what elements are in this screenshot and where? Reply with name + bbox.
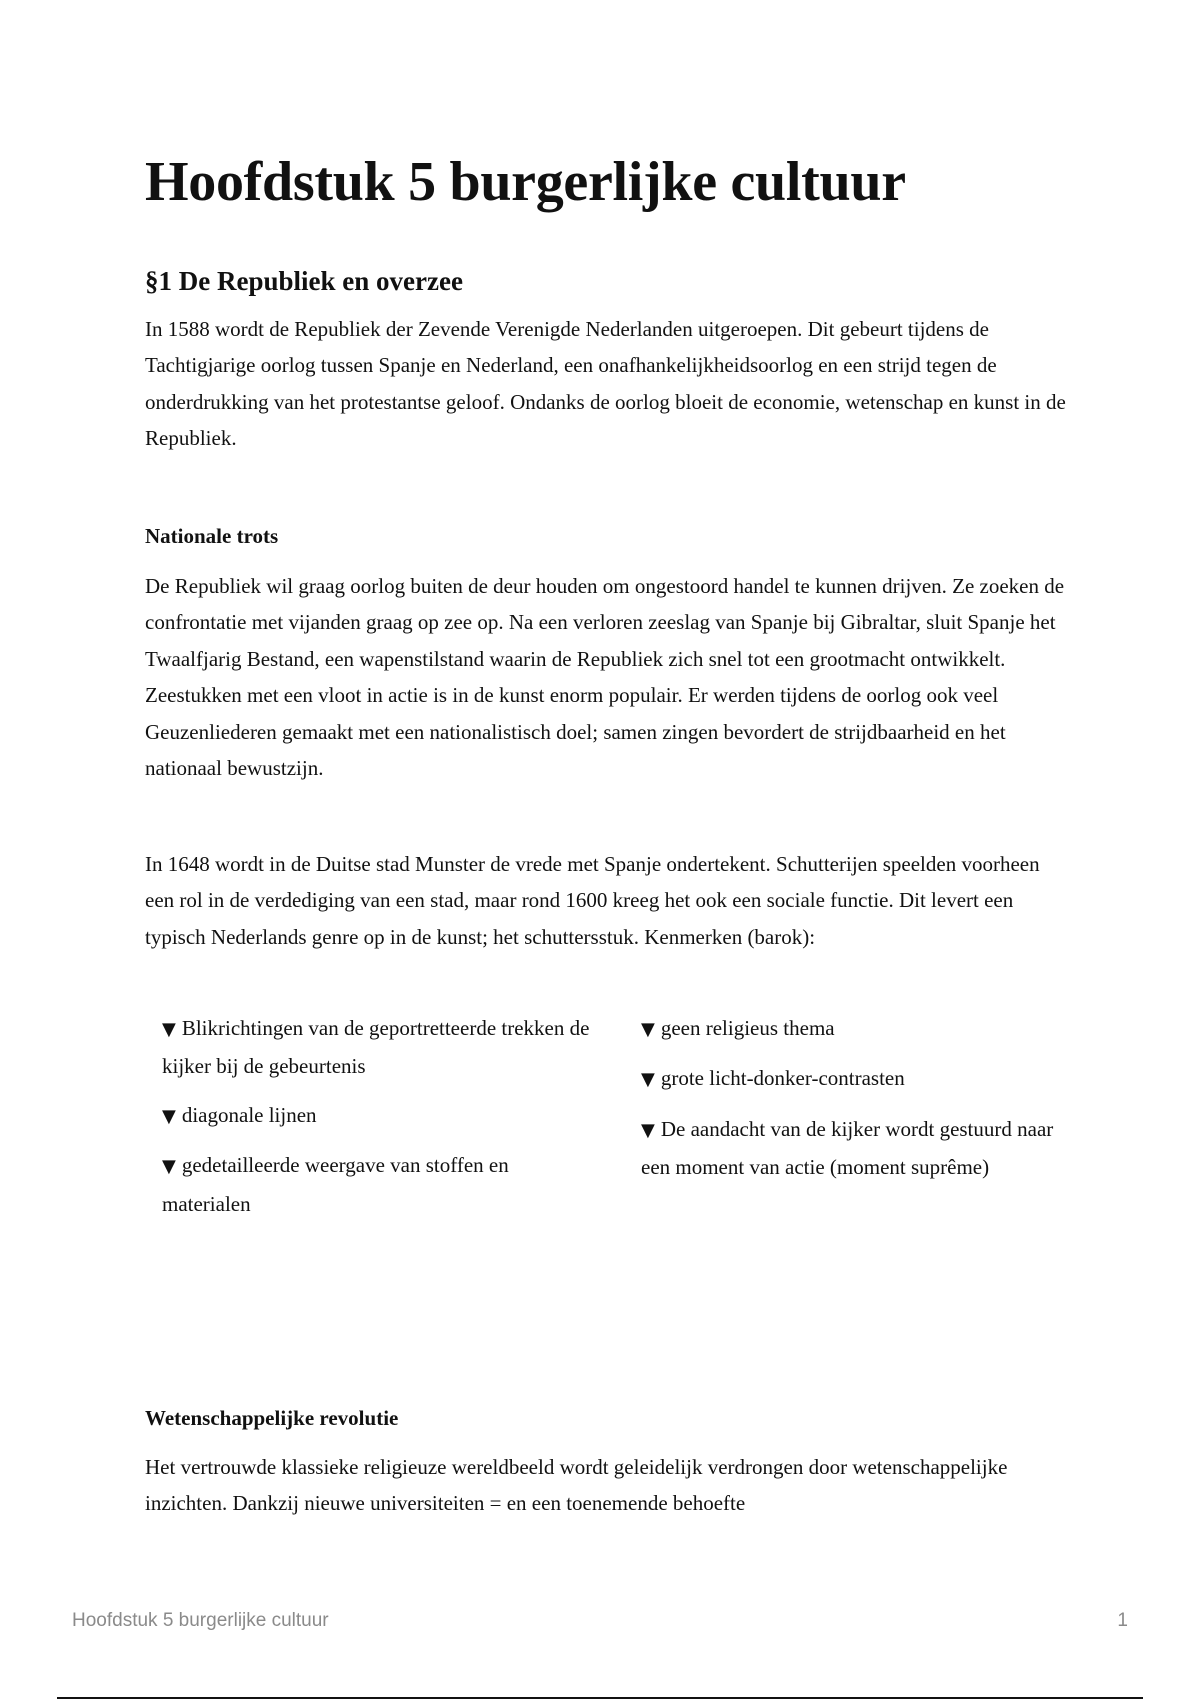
page-title: Hoofdstuk 5 burgerlijke cultuur [145,151,906,213]
list-item-text: diagonale lijnen [181,1102,317,1127]
subheading-nationale-trots: Nationale trots [145,524,279,548]
nationale-trots-paragraph: De Republiek wil graag oorlog buiten de deur houden om ongestoord handel te kunnen drijven. Ze zoeken de confrontatie met vijanden graag op zee op. Na een verloren zeeslag van Spanje bij Gibraltar, sluit Spanje het Twaalfjarig Bestand, een wapenstilstand waarin de Republiek zich snel tot een grootmacht ontwikkelt. Zeestukken met een vloot in actie is in de kunst enorm populair. Er werden tijdens de oorlog ook veel Geuzenliederen gemaakt met een nationalistisch doel; samen zingen bevordert de strijdbaarheid en het nationaal bewustzijn. [145,574,1065,781]
list-item [162,1147,592,1222]
list-item-text: Blikrichtingen van de geportretteerde trekken de kijker bij de gebeurtenis [162,1016,590,1079]
kenmerken-column-left [162,1010,592,1234]
section-heading: §1 De Republiek en overzee [145,266,463,296]
list-item [641,1010,1071,1048]
footer-page-number: 1 [1117,1610,1128,1631]
section-intro-paragraph: In 1588 wordt de Republiek der Zevende Verenigde Nederlanden uitgeroepen. Dit gebeurt tijdens de Tachtigjarige oorlog tussen Spanje en Nederland, een onafhankelijkheidsoorlog en een strijd tegen de onderdrukking van het protestantse geloof. Ondanks de oorlog bloeit de economie, wetenschap en kunst in de Republiek. [145,317,1066,451]
triangle-bullet-icon: ▼ [641,1069,655,1091]
list-item [162,1097,592,1135]
list-item-text: De aandacht van de kijker wordt gestuurd naar een moment van actie (moment suprême) [641,1116,1054,1180]
list-item [641,1060,1071,1098]
triangle-bullet-icon: ▼ [162,1019,176,1040]
wetenschap-paragraph: Het vertrouwde klassieke religieuze wereldbeeld wordt geleidelijk verdrongen door wetenschappelijke inzichten. Dankzij nieuwe universiteiten = en een toenemende behoefte [145,1455,1008,1516]
footer-divider [57,1697,1143,1699]
subheading-wetenschappelijke-revolutie: Wetenschappelijke revolutie [145,1406,399,1430]
kenmerken-column-right [641,1010,1071,1198]
list-item [641,1111,1071,1186]
list-item-text: grote licht-donker-contrasten [660,1066,905,1091]
list-item-text: gedetailleerde weergave van stoffen en materialen [162,1153,509,1216]
footer-title: Hoofdstuk 5 burgerlijke cultuur [72,1610,329,1631]
page-content [145,138,1070,1516]
list-item-text: geen religieus thema [660,1016,835,1040]
triangle-bullet-icon: ▼ [641,1119,655,1141]
triangle-bullet-icon: ▼ [162,1105,176,1127]
triangle-bullet-icon: ▼ [641,1019,655,1040]
triangle-bullet-icon: ▼ [162,1156,176,1178]
schutterijen-paragraph: In 1648 wordt in de Duitse stad Munster de vrede met Spanje ondertekent. Schutterijen speelden voorheen een rol in de verdediging van een stad, maar rond 1600 kreeg het ook een sociale functie. Dit levert een typisch Nederlands genre op in de kunst; het schuttersstuk. Kenmerken (barok): [145,852,1040,949]
list-item [162,1010,592,1085]
